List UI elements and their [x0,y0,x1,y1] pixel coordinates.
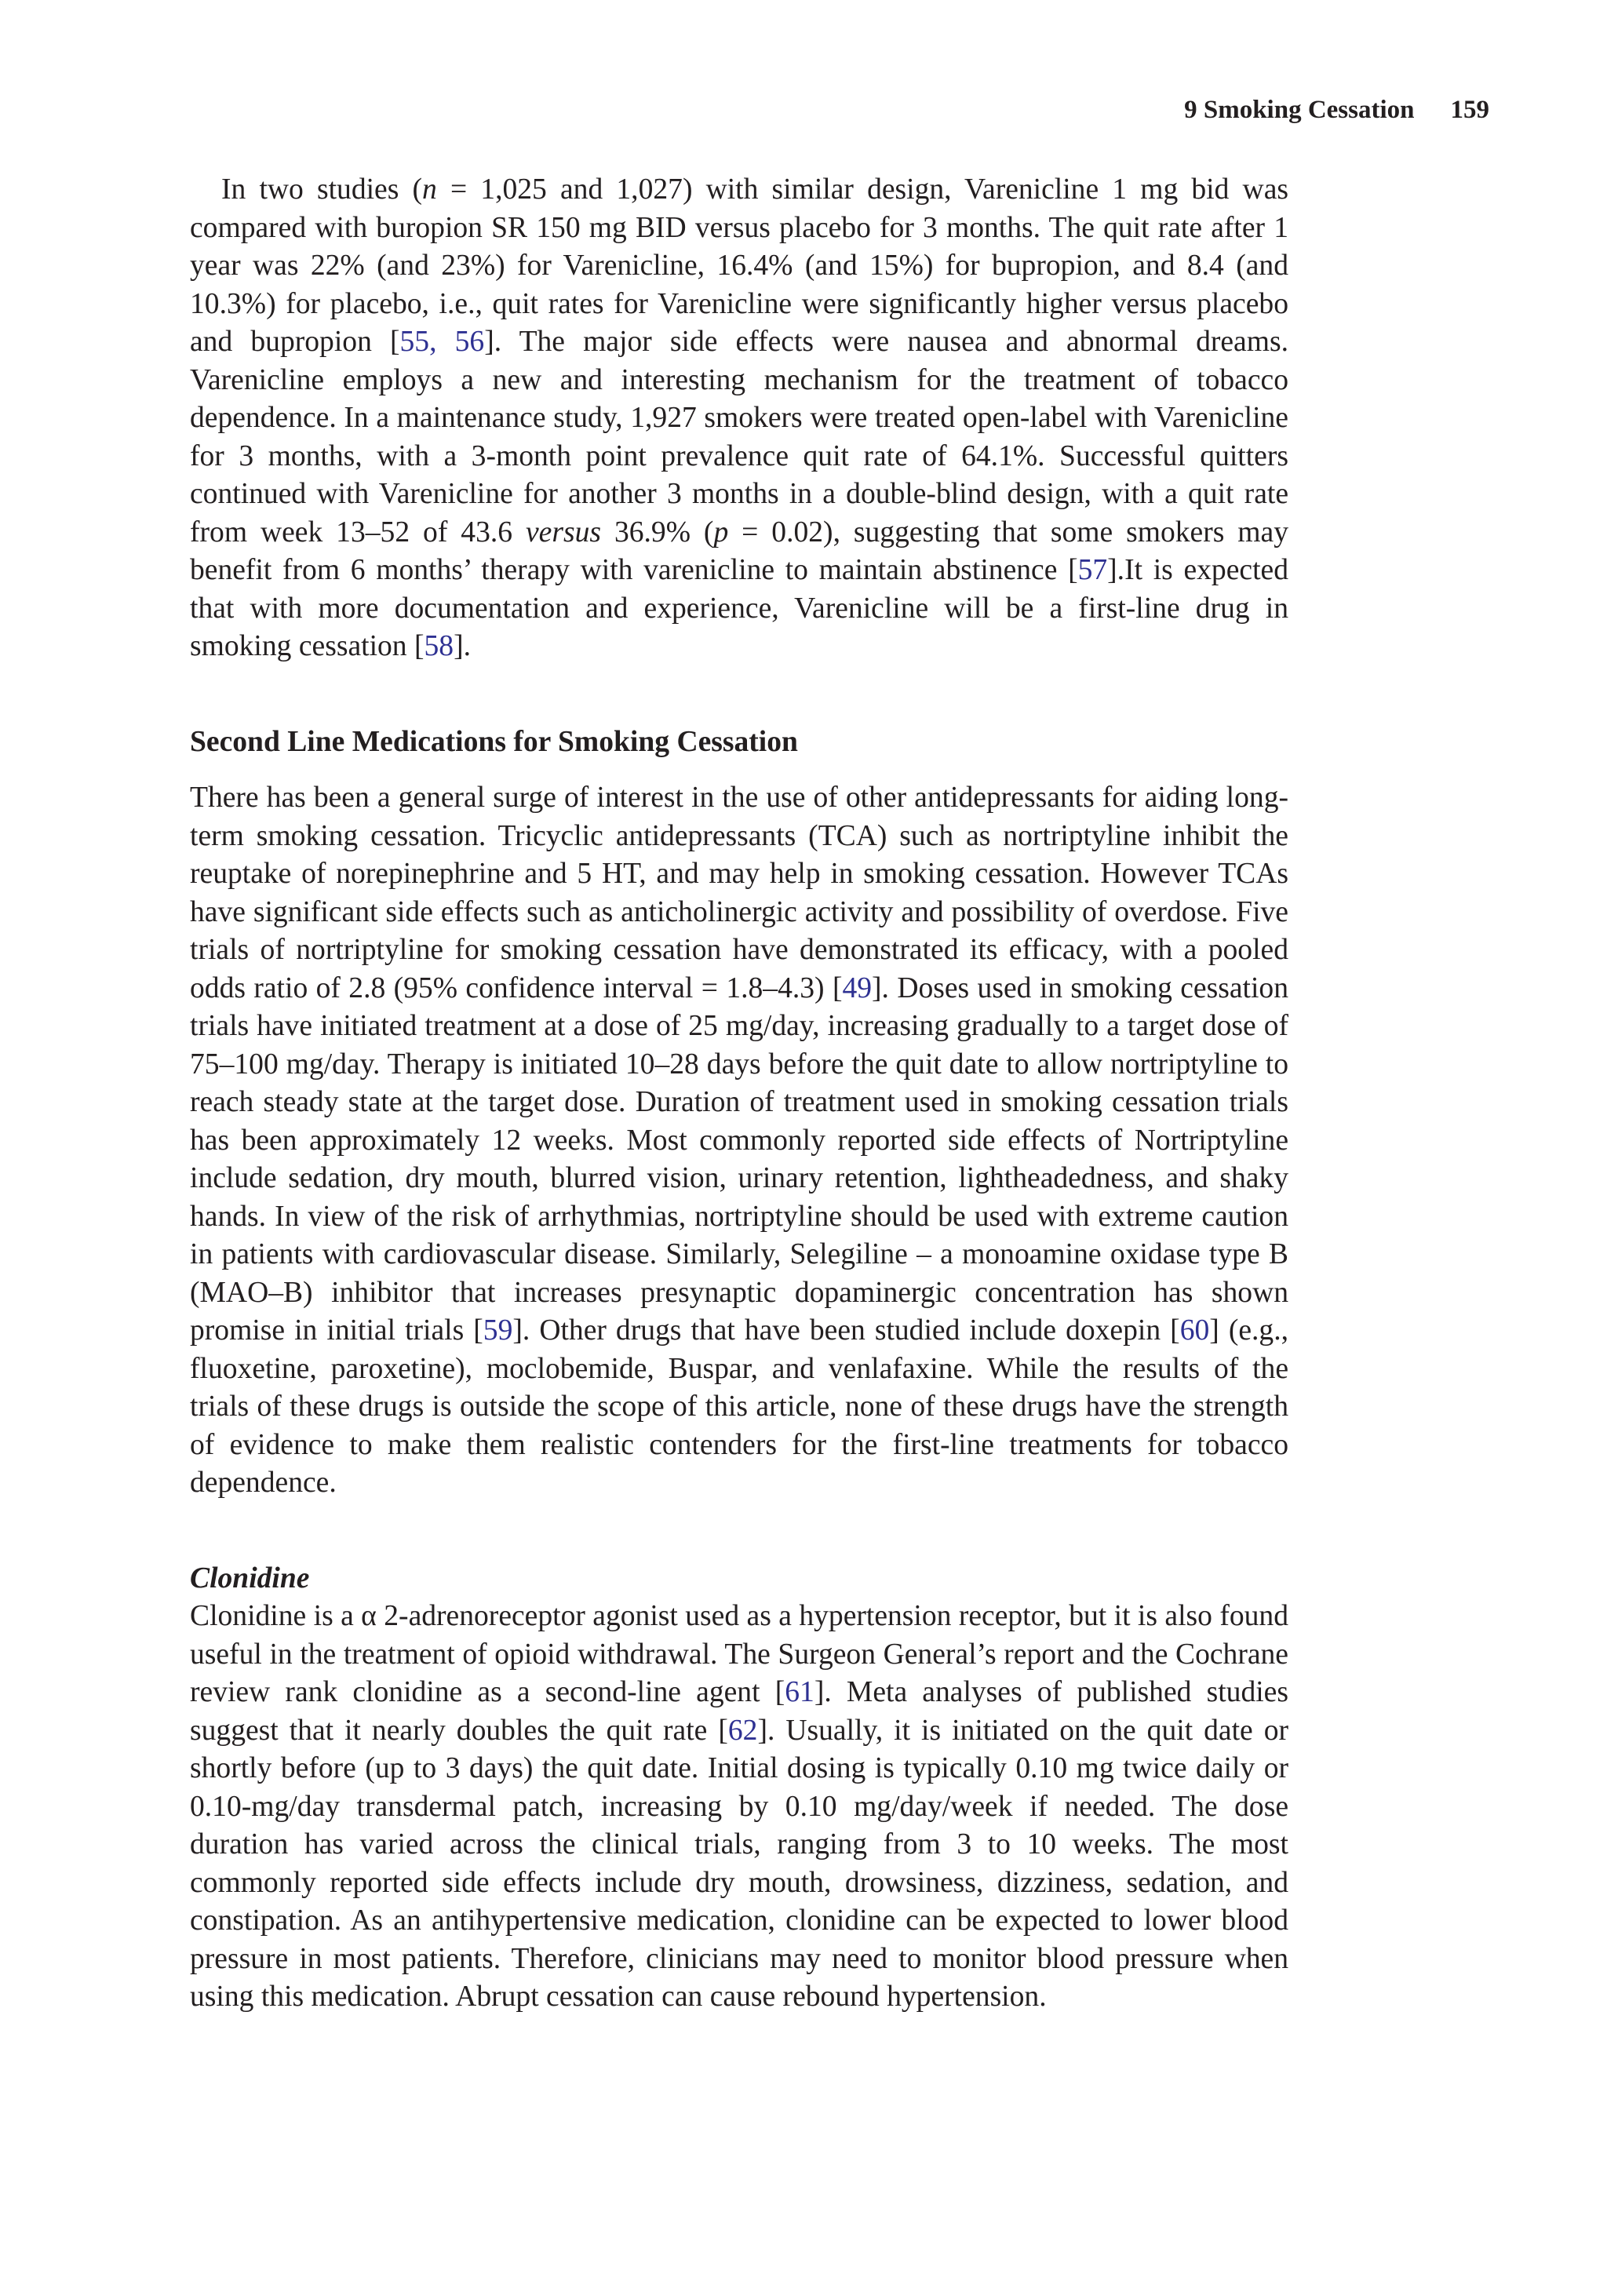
text-run: ]. Doses used in smoking cessation trials have initiated treatment at a dose of 25 mg/day, increasing gradually to a target dose of 75–100 mg/day. Therapy is initiated 10–28 days before the quit date to allow nortriptyline to reach steady state at the target dose. Duration of treatment used in smoking cessation trials has been approximately 12 weeks. Most commonly reported side effects of Nortriptyline include sedation, dry mouth, blurred vision, urinary retention, lightheadedness, and shaky hands. In view of the risk of arrhythmias, nortriptyline should be used with extreme caution in patients with cardiovascular disease. Similarly, Selegiline – a monoamine oxidase type B (MAO–B) inhibitor that increases presynaptic dopaminergic concentration has shown promise in initial trials [ [190,971,1288,1347]
paragraph-clonidine [190,1598,1288,2017]
chapter-title: 9 Smoking Cessation [1184,96,1415,124]
text-run: ]. Usually, it is initiated on the quit date or shortly before (up to 3 days) the quit date. Initial dosing is typically 0.10 mg twice daily or 0.10-mg/day transdermal patch, increasing by 0.10 mg/day/week if needed. The dose duration has varied across the clinical trials, ranging from 3 to 10 weeks. The most commonly reported side effects include dry mouth, drowsiness, dizziness, sedation, and constipation. As an antihypertensive medication, clonidine can be expected to lower blood pressure in most patients. Therefore, clinicians may need to monitor blood pressure when using this medication. Abrupt cessation can cause rebound hypertension. [190,1714,1289,2013]
citation-link[interactable]: 55, 56 [399,326,485,358]
page-body [190,171,1288,2017]
text-run: ]. [454,630,471,662]
citation-link[interactable]: 58 [424,630,454,662]
italic-versus: versus [525,516,602,548]
text-run: ].It is expected that with more documentation and experience, Varenicline will be a first-line drug in smoking cessation [ [190,554,1288,662]
text-run: = 1,025 and 1,027) with similar design, Varenicline 1 mg bid was compared with buropion SR 150 mg BID versus placebo for 3 months. The quit rate after 1 year was 22% (and 23%) for Varenicline, 16.4% (and 15%) for bupropion, and 8.4 (and 10.3%) for placebo, i.e., quit rates for Varenicline were significantly higher versus placebo and bupropion [ [190,173,1288,358]
text-run: ]. Meta analyses of published studies suggest that it nearly doubles the quit rate [ [190,1676,1288,1747]
paragraph-varenicline [190,171,1288,666]
citation-link[interactable]: 62 [727,1714,758,1747]
text-run: Clonidine is a α 2-adrenoreceptor agonist used as a hypertension receptor, but it is also found useful in the treatment of opioid withdrawal. The Surgeon General’s report and the Cochrane review rank clonidine as a second-line agent [ [190,1600,1288,1708]
citation-link[interactable]: 57 [1077,554,1108,586]
citation-link[interactable]: 49 [842,971,873,1004]
italic-p: p [713,516,729,548]
section-heading: Second Line Medications for Smoking Cessation [190,725,798,758]
text-run: ]. The major side effects were nausea and abnormal dreams. Varenicline employs a new and interesting mechanism for the treatment of tobacco dependence. In a maintenance study, 1,927 smokers were treated open-label with Varenicline for 3 months, with a 3-month point prevalence quit rate of 64.1%. Successful quitters continued with Varenicline for another 3 months in a double-blind design, with a quit rate from week 13–52 of 43.6 [190,326,1288,548]
citation-link[interactable]: 60 [1179,1314,1210,1347]
sub-heading: Clonidine [190,1562,310,1594]
paragraph-second-line [190,779,1288,1503]
italic-n: n [422,173,437,206]
running-head [1184,96,1489,125]
citation-link[interactable]: 59 [483,1314,513,1347]
text-run: ]. Other drugs that have been studied include doxepin [ [512,1314,1180,1347]
text-run: There has been a general surge of interest in the use of other antidepressants for aiding long-term smoking cessation. Tricyclic antidepressants (TCA) such as nortriptyline inhibit the reuptake of norepinephrine and 5 HT, and may help in smoking cessation. However TCAs have significant side effects such as anticholinergic activity and possibility of overdose. Five trials of nortriptyline for smoking cessation have demonstrated its efficacy, with a pooled odds ratio of 2.8 (95% confidence interval = 1.8–4.3) [ [190,782,1288,1004]
text-run: 36.9% ( [601,516,714,548]
page-number: 159 [1450,96,1489,124]
text-run: = 0.02), suggesting that some smokers may benefit from 6 months’ therapy with varenicline to maintain abstinence [ [190,516,1288,586]
text-run: ] (e.g., fluoxetine, paroxetine), moclobemide, Buspar, and venlafaxine. While the results of the trials of these drugs is outside the scope of this article, none of these drugs have the strength of evidence to make them realistic contenders for the first-line treatments for tobacco dependence. [190,1314,1289,1499]
citation-link[interactable]: 61 [785,1676,814,1708]
text-run: In two studies ( [221,173,423,206]
